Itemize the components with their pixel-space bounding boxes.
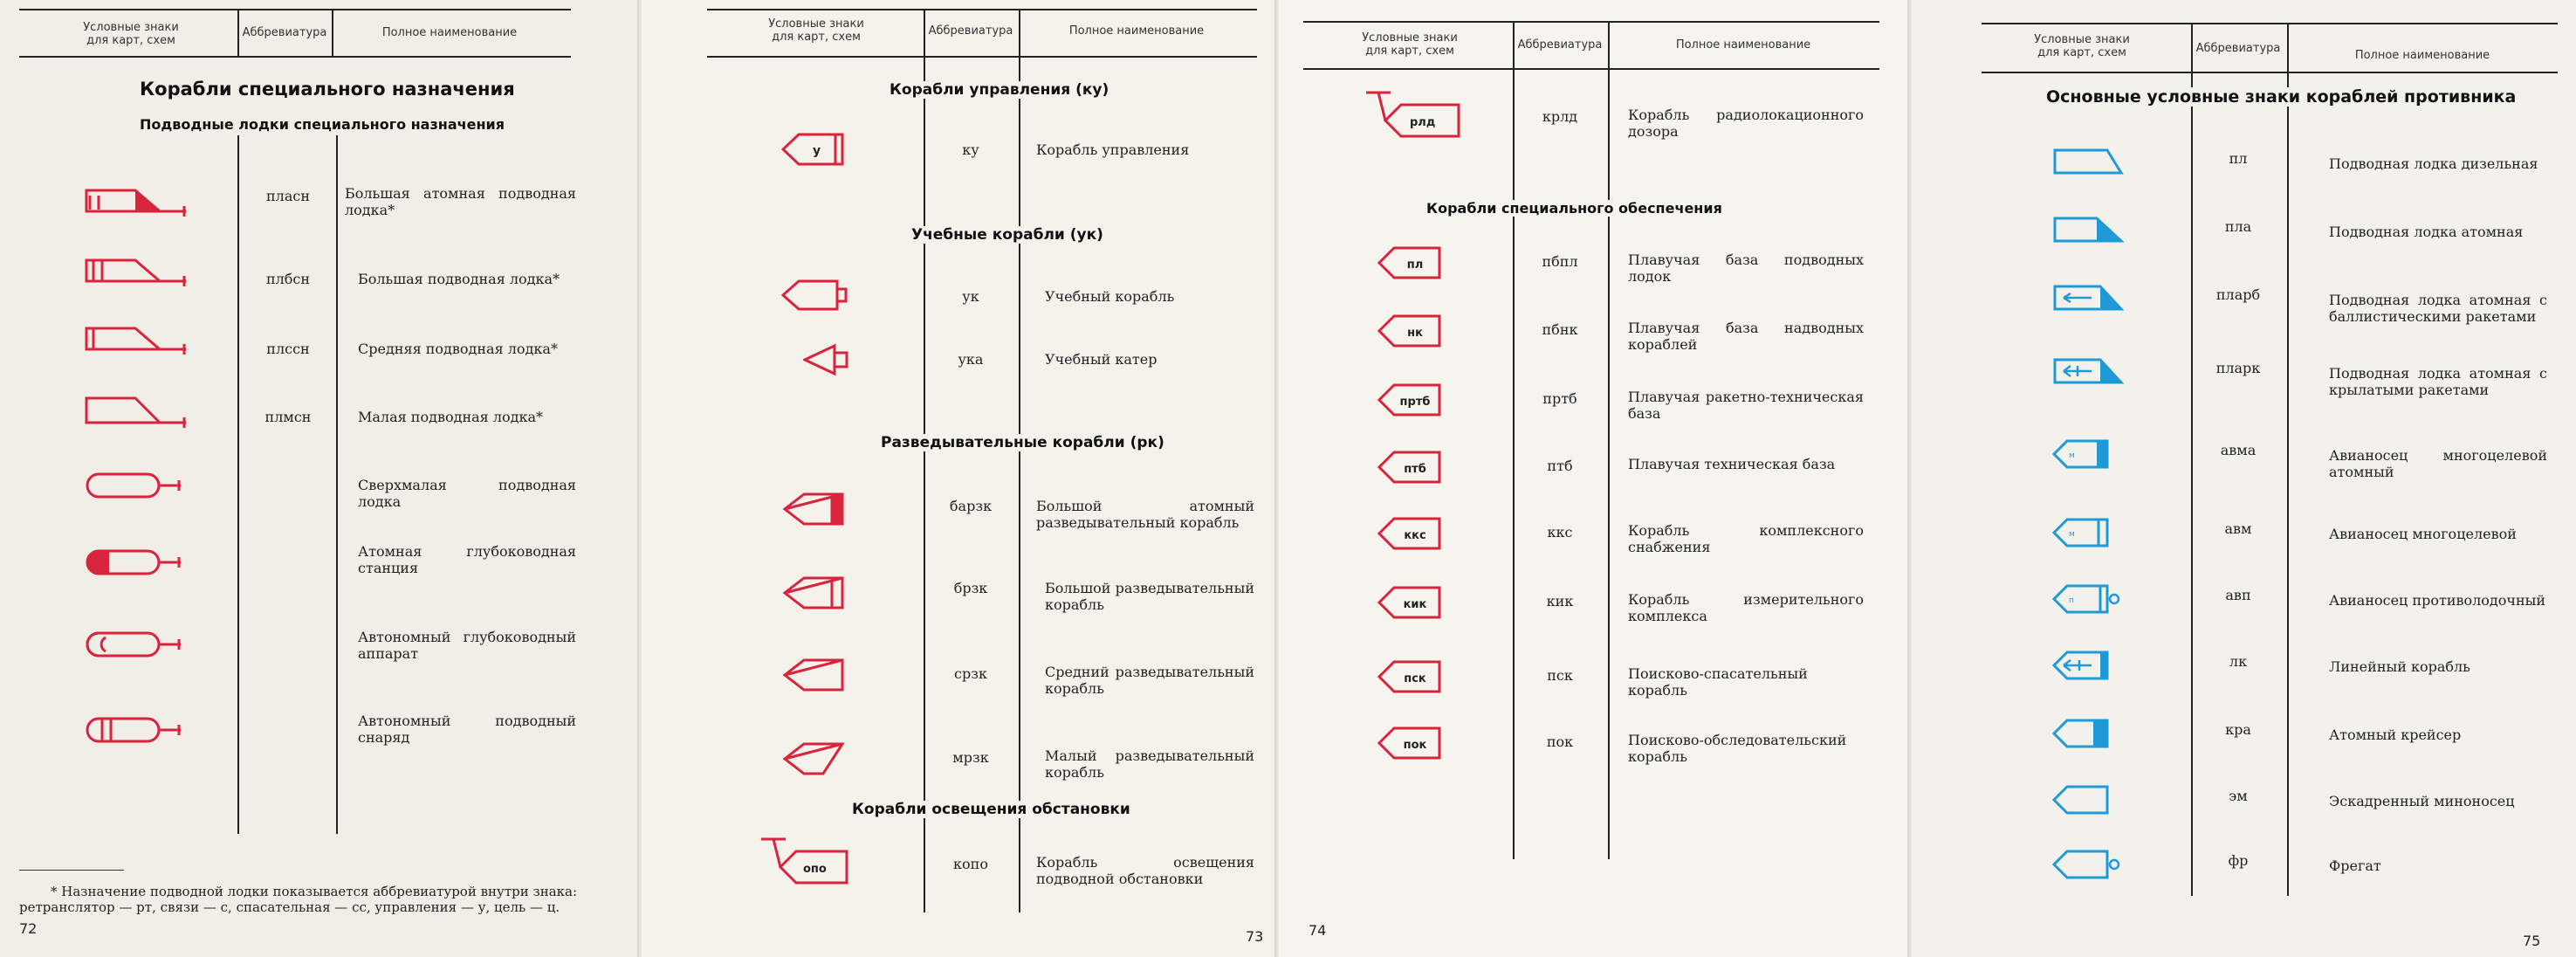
training-boat-icon xyxy=(803,342,855,377)
full-name: Корабль управления xyxy=(1036,141,1190,158)
abbr: плсcн xyxy=(266,341,310,357)
header-abbr: Аббревиатура xyxy=(928,24,1013,38)
full-name: Авианосец противолодочный xyxy=(2329,592,2546,609)
page-75 xyxy=(1912,0,2576,957)
full-name: Большой разведывательный корабль xyxy=(1045,580,1254,613)
full-name: Атомный крейсер xyxy=(2329,726,2462,743)
svg-text:опо: опо xyxy=(803,863,827,876)
search-survey-ship-icon xyxy=(1377,725,1446,763)
abbr: авп xyxy=(2225,587,2251,603)
full-name: Авианосец многоцелевой xyxy=(2329,526,2517,542)
abbr: пок xyxy=(1546,733,1574,750)
full-name: Учебный корабль xyxy=(1045,288,1175,305)
abbr: пск xyxy=(1547,667,1573,684)
svg-text:пртб: пртб xyxy=(1399,396,1431,409)
abbr: кра xyxy=(2225,721,2251,738)
svg-text:рлд: рлд xyxy=(1410,116,1436,129)
svg-text:кик: кик xyxy=(1403,598,1427,611)
full-name: Корабль освещения подводной обстановки xyxy=(1036,854,1254,887)
abbr: авм xyxy=(2224,520,2252,537)
col-divider xyxy=(1608,21,1610,859)
header-symbols: Условные знаки для карт, схем xyxy=(83,21,179,47)
large-recon-ship-icon xyxy=(781,575,851,613)
full-name: Авианосец многоцелевой атомный xyxy=(2329,447,2547,480)
abbr: плмсн xyxy=(264,409,312,425)
col-divider xyxy=(332,9,333,57)
svg-text:м: м xyxy=(2069,530,2075,539)
full-name: Фрегат xyxy=(2329,857,2381,874)
abbr: ука xyxy=(958,351,984,368)
svg-text:п: п xyxy=(2069,596,2074,605)
full-name: Корабль радиолокационного дозора xyxy=(1628,107,1864,140)
medium-recon-ship-icon xyxy=(781,657,851,695)
col-divider xyxy=(1019,9,1020,912)
full-name: Плавучая база надводных кораблей xyxy=(1628,320,1864,353)
table-header-rule xyxy=(1982,72,2558,73)
col-divider xyxy=(237,9,239,57)
nuclear-submarine-icon xyxy=(2051,215,2130,248)
full-name: Подводная лодка дизельная xyxy=(2329,155,2538,172)
group-title: Корабли управления (ку) xyxy=(886,81,1112,99)
full-name: Атомная глубоководная станция xyxy=(358,543,576,576)
abbr: пл xyxy=(2229,150,2248,167)
floating-tech-base-icon xyxy=(1377,449,1446,487)
svg-text:у: у xyxy=(813,144,821,158)
abbr: пласн xyxy=(266,188,310,204)
autonomous-deep-sea-vehicle-icon xyxy=(83,630,188,658)
abbr: брзк xyxy=(953,580,988,596)
cruise-missile-submarine-icon xyxy=(2051,356,2130,389)
header-symbols: Условные знаки для карт, схем xyxy=(768,17,864,44)
submarine-large-nuclear-special-icon xyxy=(83,185,188,224)
surface-ship-tender-icon xyxy=(1377,313,1446,351)
header-name: Полное наименование xyxy=(2354,49,2490,62)
full-name: Подводная лодка атомная с крылатыми ракетами xyxy=(2329,365,2547,398)
table-header-rule xyxy=(707,56,1257,58)
full-name: Подводная лодка атомная с баллистическими ракетами xyxy=(2329,292,2547,325)
full-name: Поисково-обследовательский корабль xyxy=(1628,732,1847,765)
col-divider xyxy=(237,135,239,834)
full-name: Малая подводная лодка* xyxy=(358,409,544,425)
midget-submarine-icon xyxy=(83,472,188,499)
training-ship-icon xyxy=(781,278,851,313)
measuring-complex-ship-icon xyxy=(1377,584,1446,623)
page-number: 74 xyxy=(1309,922,1327,939)
svg-text:пок: пок xyxy=(1403,739,1427,752)
header-name: Полное наименование xyxy=(1675,38,1811,52)
header-symbols: Условные знаки для карт, схем xyxy=(1362,31,1458,58)
submarine-large-special-icon xyxy=(83,255,188,293)
page-73 xyxy=(642,0,1274,957)
full-name: Плавучая техническая база xyxy=(1628,456,1836,472)
full-name: Линейный корабль xyxy=(2329,658,2470,675)
col-divider xyxy=(2287,23,2289,896)
abbr: пларк xyxy=(2215,360,2261,376)
full-name: Автономный подводный снаряд xyxy=(358,713,576,746)
multipurpose-carrier-icon xyxy=(2051,517,2130,550)
svg-text:ккс: ккс xyxy=(1404,529,1426,542)
abbr: пбпл xyxy=(1542,253,1578,270)
underwater-surveillance-ship-icon xyxy=(759,834,855,888)
col-divider xyxy=(336,135,338,834)
abbr: крлд xyxy=(1542,108,1578,125)
full-name: Плавучая ракетно-техническая база xyxy=(1628,389,1864,422)
svg-text:птб: птб xyxy=(1404,463,1426,476)
abbr: эм xyxy=(2229,788,2248,804)
full-name: Плавучая база подводных лодок xyxy=(1628,251,1864,285)
battleship-icon xyxy=(2051,650,2130,683)
abbr: лк xyxy=(2229,653,2248,670)
page-72 xyxy=(0,0,637,957)
missile-tech-base-icon xyxy=(1377,382,1446,420)
abbr: ккс xyxy=(1547,524,1573,540)
nuclear-multipurpose-carrier-icon xyxy=(2051,438,2130,472)
abbr: плбсн xyxy=(265,271,311,287)
svg-text:пск: пск xyxy=(1404,672,1426,685)
full-name: Средняя подводная лодка* xyxy=(358,341,558,357)
autonomous-underwater-vehicle-icon xyxy=(83,716,188,744)
full-name: Автономный глубоководный аппарат xyxy=(358,629,576,662)
abbr: пртб xyxy=(1542,390,1577,407)
header-name: Полное наименование xyxy=(1068,24,1205,38)
abbr: мрзк xyxy=(952,749,989,766)
abbr: птб xyxy=(1547,458,1573,474)
abbr: барзк xyxy=(949,498,993,514)
full-name: Большой атомный разведывательный корабль xyxy=(1036,498,1254,531)
abbr: пбнк xyxy=(1542,321,1578,338)
full-name: Учебный катер xyxy=(1045,351,1157,368)
table-header-rule xyxy=(1303,68,1879,70)
full-name: Средний разведывательный корабль xyxy=(1045,664,1254,697)
submarine-tender-icon xyxy=(1377,244,1446,283)
abbr: пла xyxy=(2224,218,2252,235)
abbr: ку xyxy=(962,141,979,158)
abbr: пларб xyxy=(2215,286,2261,303)
full-name: Корабль измерительного комплекса xyxy=(1628,591,1864,624)
col-divider xyxy=(1513,21,1515,859)
full-name: Малый разведывательный корабль xyxy=(1045,747,1254,781)
asw-carrier-icon xyxy=(2051,583,2130,616)
page-number: 72 xyxy=(19,920,38,937)
integrated-supply-ship-icon xyxy=(1377,515,1446,554)
radar-picket-ship-icon xyxy=(1364,87,1469,141)
abbr: кик xyxy=(1546,593,1574,609)
header-abbr: Аббревиатура xyxy=(2195,42,2281,55)
abbr: срзк xyxy=(954,665,987,682)
col-divider xyxy=(2191,23,2193,896)
abbr: ук xyxy=(962,288,979,305)
group-title: Корабли освещения обстановки xyxy=(848,801,1134,818)
page-title: Основные условные знаки кораблей противника xyxy=(2043,87,2519,107)
full-name: Эскадренный миноносец xyxy=(2329,793,2515,809)
deep-sea-nuclear-station-icon xyxy=(83,548,188,576)
group-title: Разведывательные корабли (рк) xyxy=(877,434,1168,451)
page-number: 75 xyxy=(2523,933,2541,949)
diesel-submarine-icon xyxy=(2051,147,2130,180)
ballistic-missile-submarine-icon xyxy=(2051,283,2130,316)
table-top-rule xyxy=(19,9,571,10)
header-abbr: Аббревиатура xyxy=(1517,38,1603,52)
abbr: копо xyxy=(953,856,988,872)
frigate-icon xyxy=(2051,849,2130,882)
svg-text:пл: пл xyxy=(1406,258,1424,272)
large-nuclear-recon-ship-icon xyxy=(781,491,851,529)
table-header-rule xyxy=(19,56,571,58)
header-name: Полное наименование xyxy=(381,26,518,39)
footnote: * Назначение подводной лодки показывается аббревиатурой внутри знака: ретранслятор — рт, связи — с, спасательная — сс, управления — у, цель — ц. xyxy=(19,884,578,915)
subsection-title: Подводные лодки специального назначения xyxy=(140,116,505,133)
header-symbols: Условные знаки для карт, схем xyxy=(2034,33,2130,59)
abbr: авма xyxy=(2220,442,2257,458)
table-top-rule xyxy=(707,9,1257,10)
full-name: Большая подводная лодка* xyxy=(358,271,560,287)
search-rescue-ship-icon xyxy=(1377,658,1446,697)
submarine-small-special-icon xyxy=(83,395,188,433)
svg-text:нк: нк xyxy=(1407,327,1423,340)
full-name: Большая атомная подводная лодка* xyxy=(345,185,576,218)
table-top-rule xyxy=(1303,21,1879,23)
page-74 xyxy=(1279,0,1907,957)
small-recon-ship-icon xyxy=(781,740,851,779)
footnote-rule xyxy=(19,870,124,871)
destroyer-icon xyxy=(2051,784,2130,817)
table-top-rule xyxy=(1982,23,2558,24)
command-ship-icon xyxy=(781,131,851,169)
full-name: Поисково-спасательный корабль xyxy=(1628,665,1808,699)
section-title: Корабли специального назначения xyxy=(140,79,515,100)
abbr: фр xyxy=(2228,852,2249,869)
full-name: Корабль комплексного снабжения xyxy=(1628,522,1864,555)
section-title: Корабли специального обеспечения xyxy=(1423,200,1726,217)
nuclear-cruiser-icon xyxy=(2051,718,2130,751)
group-title: Учебные корабли (ук) xyxy=(908,226,1107,244)
full-name: Подводная лодка атомная xyxy=(2329,224,2524,240)
header-abbr: Аббревиатура xyxy=(242,26,327,39)
full-name: Сверхмалая подводная лодка xyxy=(358,477,576,510)
svg-text:м: м xyxy=(2069,451,2075,460)
submarine-medium-special-icon xyxy=(83,323,188,361)
page-number: 73 xyxy=(1246,928,1264,945)
col-divider xyxy=(924,9,925,912)
